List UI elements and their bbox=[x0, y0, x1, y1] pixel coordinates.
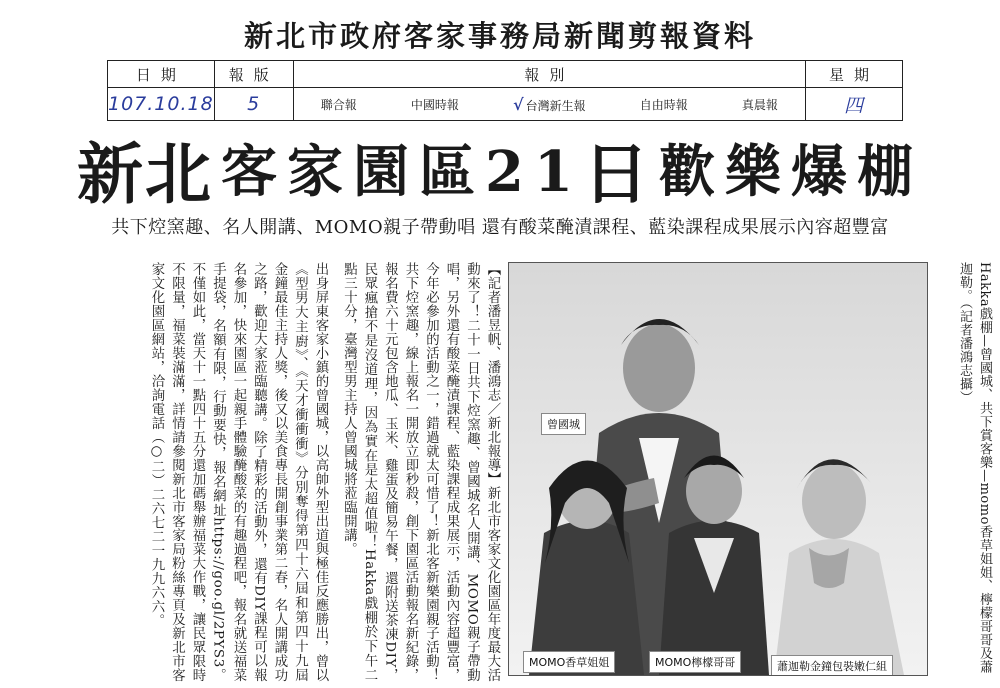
headline bbox=[0, 128, 1000, 213]
page-value: 5 bbox=[214, 88, 293, 121]
newspaper-list bbox=[293, 88, 805, 121]
date-value: 107.10.18 bbox=[108, 88, 215, 121]
headline-part3: 日 bbox=[582, 135, 651, 213]
subtitle: 共下焢窯趣、名人開講、MOMO親子帶動唱 還有酸菜醃漬課程、藍染課程成果展示內容超豐富 bbox=[111, 217, 889, 238]
outlet-label: 報別 bbox=[293, 61, 805, 88]
photo-tag-sister: MOMO香草姐姐 bbox=[523, 651, 615, 673]
article-body bbox=[82, 262, 502, 682]
clipping-header-title: 新北市政府客家事務局新聞剪報資料 bbox=[243, 19, 756, 53]
news-photo bbox=[508, 262, 928, 676]
headline-part2: 客家園區21 bbox=[221, 139, 583, 205]
headline-part1: 新北 bbox=[77, 135, 214, 213]
paper-other: 真晨報 bbox=[741, 97, 778, 112]
paper-udn: 聯合報 bbox=[320, 97, 357, 112]
article-block-1: 【記者潘昱帆、潘鴻志／新北報導】新北市客家文化園區年度最大活動來了！二十一日共下焢窯趣、曾國城名人開講、MOMO親子帶動唱，另外還有酸菜醃漬課程、藍染課程成果展示，活動內容超豐富，今年必參加的活動之一，錯過就太可惜了！新北客新樂園親子活動！共下焢窯趣，線上報名一開放立即秒殺，創下園區活動報名新紀錄，報名費六十元包含地瓜、玉米、雞蛋及簡易午餐，還附送茶凍DIY，民眾瘋搶不是沒道理，因為實在是太超值啦！Hakka戲棚於下午二點三十分，臺灣型男主持人曾國城將蒞臨開講。 bbox=[341, 262, 500, 682]
paper-chinatimes: 中國時報 bbox=[410, 97, 459, 112]
paper-ltn: 自由時報 bbox=[639, 97, 688, 112]
date-label: 日期 bbox=[108, 61, 215, 88]
check-mark: √ bbox=[513, 94, 524, 114]
photo-tag-third: 蕭迦勒金鐘包裝嫩仁組 bbox=[771, 655, 893, 676]
photo-tag-host: 曾國城 bbox=[541, 413, 586, 435]
photo-caption: Hakka戲棚—曾國城、共下賞客樂—momo香草姐姐、檸檬哥哥及蕭迦勒。（記者潘鴻志攝） bbox=[957, 262, 992, 674]
paper-label: 報版 bbox=[214, 61, 293, 88]
paper-shengpao: √ 台灣新生報 bbox=[513, 94, 586, 114]
headline-part4: 歡樂爆棚 bbox=[658, 139, 923, 205]
article-block-2: 出身屏東客家小鎮的曾國城，以高帥外型出道與極佳反應勝出，曾以《型男大主廚》、《天才衝衝衝》分別奪得第四十六屆和第四十九屆金鐘最佳主持人獎，後又以美食專長開創事業第二春，名人開講成功之路，歡迎大家蒞臨聽講。除了精彩的活動外，還有DIY課程可以報名參加，快來園區一起親手體驗醃酸菜的有趣過程吧，報名就送福菜手提袋，名額有限，行動要快，報名網址https://goo.gl/2PYS3。不僅如此，當天十一點四十五分還加碼舉辦福菜大作戰，讓民眾限時不限量，福菜裝滿滿，詳情請參閱新北市客家局粉絲專頁及新北市客家文化園區網站，洽詢電話（○二）二六七二一九九六六。 bbox=[149, 262, 328, 682]
weekday-label: 星期 bbox=[806, 61, 903, 88]
photo-tag-brother: MOMO檸檬哥哥 bbox=[649, 651, 741, 673]
clipping-info-table bbox=[107, 60, 903, 121]
photo-illustration bbox=[509, 263, 927, 675]
weekday-value: 四 bbox=[806, 88, 903, 121]
